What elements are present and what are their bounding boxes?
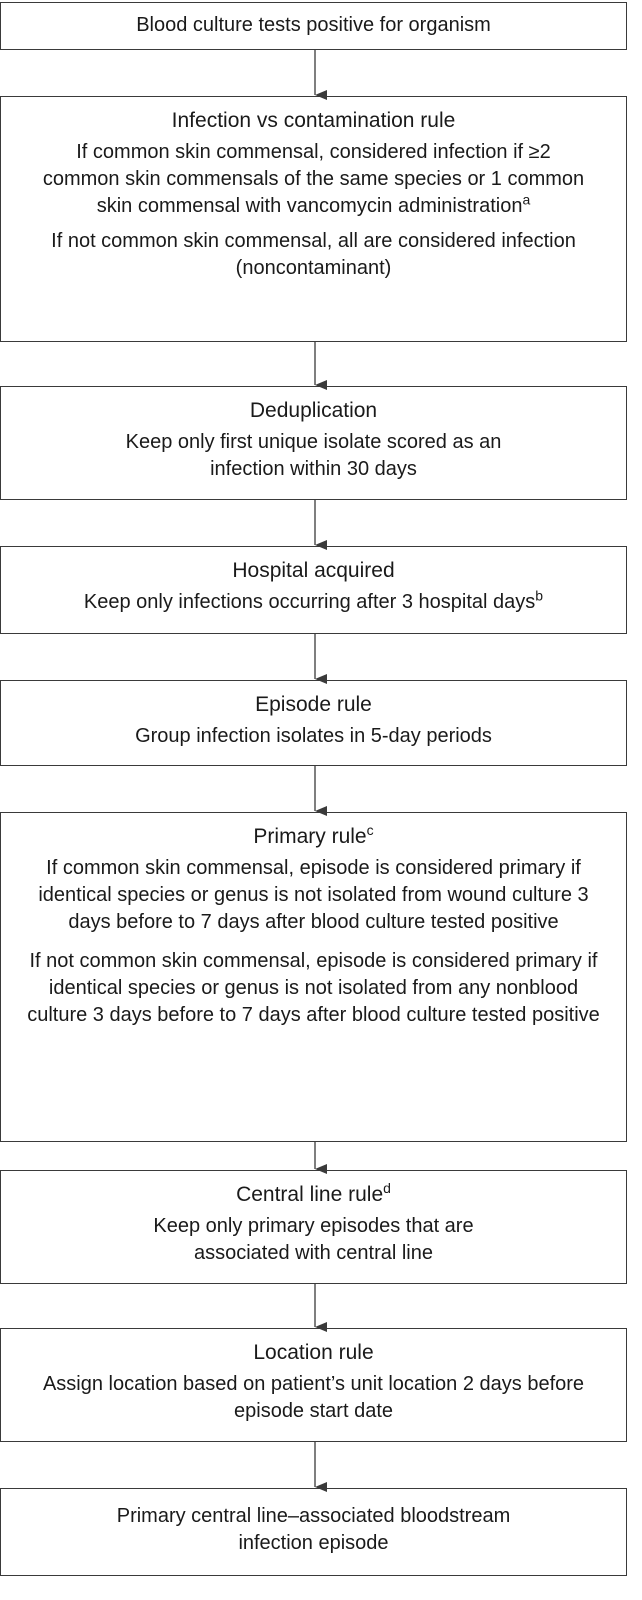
- flow-box-text: If not common skin commensal, all are considered infection (noncontaminant): [51, 230, 576, 279]
- flow-box-title: Infection vs contamination rule: [171, 109, 456, 132]
- flow-box-text: If common skin commensal, episode is considered primary if identical species or genus is not isolated from wound culture 3 days before to 7 days after blood culture tested positive: [38, 857, 589, 933]
- footnote-marker: d: [383, 1180, 391, 1196]
- flow-box-text: Assign location based on patient’s unit location 2 days before episode start date: [42, 1373, 585, 1422]
- flow-box-title: Primary rule$^c$: [253, 822, 374, 848]
- flow-box-title: Deduplication: [249, 399, 378, 422]
- flow-box-text: Keep only primary episodes that are associated with central line: [153, 1215, 474, 1264]
- footnote-marker: c: [366, 822, 374, 838]
- flow-box-text: If not common skin commensal, episode is considered primary if identical species or genus is not isolated from any nonblood culture 3 days before to 7 days after blood culture tested positive: [27, 950, 600, 1026]
- footnote-marker: a: [522, 191, 531, 208]
- footnote-marker: b: [535, 587, 544, 604]
- flow-box-title: Location rule: [253, 1341, 374, 1364]
- flow-box-title: Primary central line–associated bloodstream infection episode: [116, 1505, 511, 1554]
- flow-box-text: Group infection isolates in 5-day periods: [135, 725, 492, 747]
- flow-box-text: If common skin commensal, considered infection if ≥2 common skin commensals of the same species or 1 common skin commensal with vancomycin administration$^a$: [42, 141, 585, 217]
- flow-box-title: Blood culture tests positive for organism: [136, 14, 491, 36]
- flow-box-title: Hospital acquired: [232, 559, 395, 582]
- flow-box-text: Keep only first unique isolate scored as an infection within 30 days: [125, 431, 502, 480]
- flow-box-title: Central line rule$^d$: [236, 1180, 391, 1206]
- flow-box-title: Episode rule: [255, 693, 372, 716]
- flow-box-text: Keep only infections occurring after 3 hospital days$^b$: [83, 587, 544, 613]
